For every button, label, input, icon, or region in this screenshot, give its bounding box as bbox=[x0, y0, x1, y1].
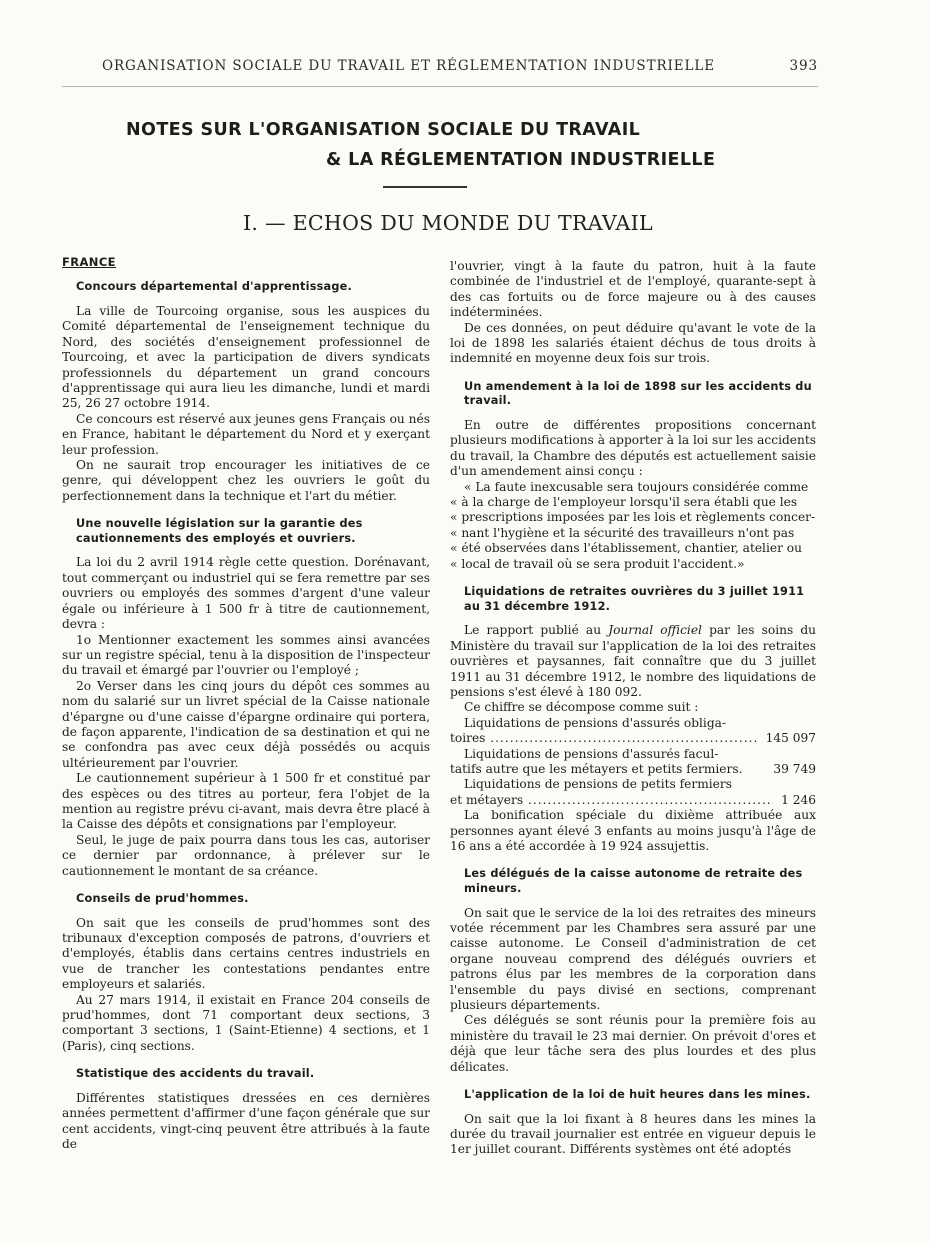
page-number: 393 bbox=[789, 58, 818, 74]
paragraph: Le cautionnement supérieur à 1 500 fr et constitué par des espèces ou des titres au porteur, fera l'objet de la mention au registre prévu ci-avant, mais devra être placé à la Caisse des dépôts et consignations par l'employeur. bbox=[62, 771, 430, 832]
section-heading: I. — ECHOS DU MONDE DU TRAVAIL bbox=[243, 211, 653, 235]
quote-line: « été observées dans l'établissement, chantier, atelier ou bbox=[450, 541, 802, 556]
paragraph: On sait que le service de la loi des retraites des mineurs votée récemment par les Chambres sera assuré par une caisse autonome. Le Conseil d'administration de cet organe nouveau comprend des délégués ouvriers et patrons élus par les membres de la corporation dans l'ensemble du pays divisé en sections, comprenant plusieurs départements. bbox=[450, 905, 816, 1012]
paragraph: On ne saurait trop encourager les initiatives de ce genre, qui développent chez les ouvriers le goût du perfectionnement dans la technique et l'art du métier. bbox=[62, 458, 430, 503]
stat-row bbox=[450, 793, 816, 808]
stat-label: toires ..... bbox=[450, 731, 758, 746]
quote-line: « nant l'hygiène et la sécurité des travailleurs n'ont pas bbox=[450, 525, 795, 540]
stat-label: tatifs autre que les métayers et petits fermiers. bbox=[450, 761, 743, 776]
quote-line: « local de travail où se sera produit l'accident.» bbox=[450, 556, 745, 571]
paragraph: Seul, le juge de paix pourra dans tous les cas, autoriser ce dernier par ordonnance, à prélever sur le cautionnement le montant de sa créance. bbox=[62, 832, 430, 878]
paragraph: En outre de différentes propositions concernant plusieurs modifications à apporter à la loi sur les accidents du travail, la Chambre des députés est actuellement saisie d'un amendement ainsi conçu : bbox=[450, 418, 816, 479]
stat-label: et métayers ..... bbox=[450, 793, 773, 808]
stat-label: Liquidations de pensions d'assurés obliga- bbox=[464, 715, 727, 730]
running-title: ORGANISATION SOCIALE DU TRAVAIL ET RÉGLEMENTATION INDUSTRIELLE bbox=[102, 58, 716, 74]
stat-value: 1 246 bbox=[781, 792, 816, 807]
quote-line: « La faute inexcusable sera toujours considérée comme bbox=[464, 479, 809, 494]
heading-prudhommes: Conseils de prud'hommes. bbox=[76, 892, 249, 905]
title-rule bbox=[383, 186, 467, 188]
stat-value: 39 749 bbox=[773, 761, 816, 776]
paragraph: De ces données, on peut déduire qu'avant le vote de la loi de 1898 les salariés étaient déchus de tous droits à indemnité en moyenne deux fois sur trois. bbox=[450, 320, 816, 366]
stat-value: 145 097 bbox=[765, 731, 816, 746]
paragraph: 1o Mentionner exactement les sommes ainsi avancées sur un registre spécial, tenu à la disposition de l'inspecteur du travail et émargé par l'ouvrier ou l'employé ; bbox=[62, 632, 430, 678]
paragraph: Au 27 mars 1914, il existait en France 204 conseils de prud'hommes, dont 71 comportant deux sections, 3 comportant 3 sections, 1 (Saint-Etienne) 4 sections, et 1 (Paris), cinq sections. bbox=[62, 992, 430, 1053]
stat-row bbox=[450, 762, 816, 777]
country-heading: FRANCE bbox=[62, 255, 116, 269]
paragraph: La ville de Tourcoing organise, sous les auspices du Comité départemental de l'enseignement technique du Nord, des sociétés d'enseignement professionnel de Tourcoing, et avec la participation de divers syndicats professionnels du département un grand concours d'apprentissage qui aura lieu les dimanche, lundi et mardi 25, 26 27 octobre 1914. bbox=[62, 304, 430, 411]
heading-liquidations: Liquidations de retraites ouvrières du 3 juillet 1911 au 31 décembre 1912. bbox=[464, 585, 805, 613]
heading-cautionnements: Une nouvelle législation sur la garantie des cautionnements des employés et ouvriers. bbox=[76, 517, 363, 545]
heading-delegues: Les délégués de la caisse autonome de retraite des mineurs. bbox=[464, 867, 803, 895]
paragraph: Le rapport publié au Journal officiel par les soins du Ministère du travail sur l'application de la loi des retraites ouvrières et paysannes, fait connaître que du 3 juillet 1911 au 31 décembre 1912, le nombre des liquidations de pensions s'est élevé à 180 092. bbox=[450, 623, 817, 699]
stat-row bbox=[450, 731, 816, 746]
paragraph: On sait que les conseils de prud'hommes sont des tribunaux d'exception composés de patrons, d'ouvriers et d'employés, établis dans certains centres industriels en vue de trancher les contestations pendantes entre employeurs et salariés. bbox=[62, 915, 430, 992]
paragraph: 2o Verser dans les cinq jours du dépôt ces sommes au nom du salarié sur un livret spécial de la Caisse nationale d'épargne ou d'une caisse d'épargne ordinaire qui portera, de façon apparente, l'indication de sa destination et qui ne se confondra pas avec ceux déjà possédés ou acquis ultérieurement par l'ouvrier. bbox=[62, 678, 430, 770]
quote-line: « à la charge de l'employeur lorsqu'il sera établi que les bbox=[450, 495, 798, 510]
journal-title: Journal officiel bbox=[608, 623, 702, 638]
paragraph: La bonification spéciale du dixième attribuée aux personnes ayant élevé 3 enfants au moins jusqu'à l'âge de 16 ans a été accordée à 19 924 assujettis. bbox=[450, 808, 816, 853]
paragraph: Ces délégués se sont réunis pour la première fois au ministère du travail le 23 mai dernier. On prévoit d'ores et déjà que leur tâche sera des plus lourdes et des plus délicates. bbox=[450, 1013, 816, 1074]
heading-huit-heures: L'application de la loi de huit heures dans les mines. bbox=[464, 1088, 811, 1102]
heading-statistique: Statistique des accidents du travail. bbox=[76, 1067, 315, 1081]
paragraph: l'ouvrier, vingt à la faute du patron, huit à la faute combinée de l'industriel et de l'employé, quarante-sept à des cas fortuits ou de force majeure ou à des causes indéterminées. bbox=[450, 259, 816, 320]
heading-amendement: Un amendement à la loi de 1898 sur les accidents du travail. bbox=[464, 379, 812, 408]
running-header bbox=[102, 58, 818, 74]
paragraph: La loi du 2 avril 1914 règle cette question. Dorénavant, tout commerçant ou industriel qui se fera remettre par ses ouvriers ou employés des sommes d'argent d'une valeur égale ou inférieure à 1 500 fr à titre de cautionnement, devra : bbox=[62, 555, 430, 632]
paragraph: Ce chiffre se décompose comme suit : bbox=[464, 700, 699, 715]
paragraph: Ce concours est réservé aux jeunes gens Français ou nés en France, habitant le département du Nord et y exerçant leur profession. bbox=[62, 411, 430, 457]
page-title-line-1: NOTES SUR L'ORGANISATION SOCIALE DU TRAVAIL bbox=[126, 120, 641, 140]
paragraph: Différentes statistiques dressées en ces dernières années permettent d'affirmer d'une façon générale que sur cent accidents, vingt-cinq peuvent être attribués à la faute de bbox=[62, 1090, 430, 1152]
page-title-line-2: & LA RÉGLEMENTATION INDUSTRIELLE bbox=[326, 150, 716, 170]
header-rule bbox=[62, 86, 818, 87]
stat-label: Liquidations de pensions de petits fermiers bbox=[464, 777, 732, 792]
left-column bbox=[62, 255, 430, 1152]
quote-line: « prescriptions imposées par les lois et règlements concer- bbox=[450, 510, 816, 525]
right-column bbox=[450, 259, 816, 1158]
heading-concours: Concours départemental d'apprentissage. bbox=[76, 280, 353, 294]
paragraph: On sait que la loi fixant à 8 heures dans les mines la durée du travail journalier est entrée en vigueur depuis le 1er juillet courant. Différents systèmes ont été adoptés bbox=[450, 1111, 816, 1157]
stat-label: Liquidations de pensions d'assurés facul- bbox=[464, 746, 719, 761]
